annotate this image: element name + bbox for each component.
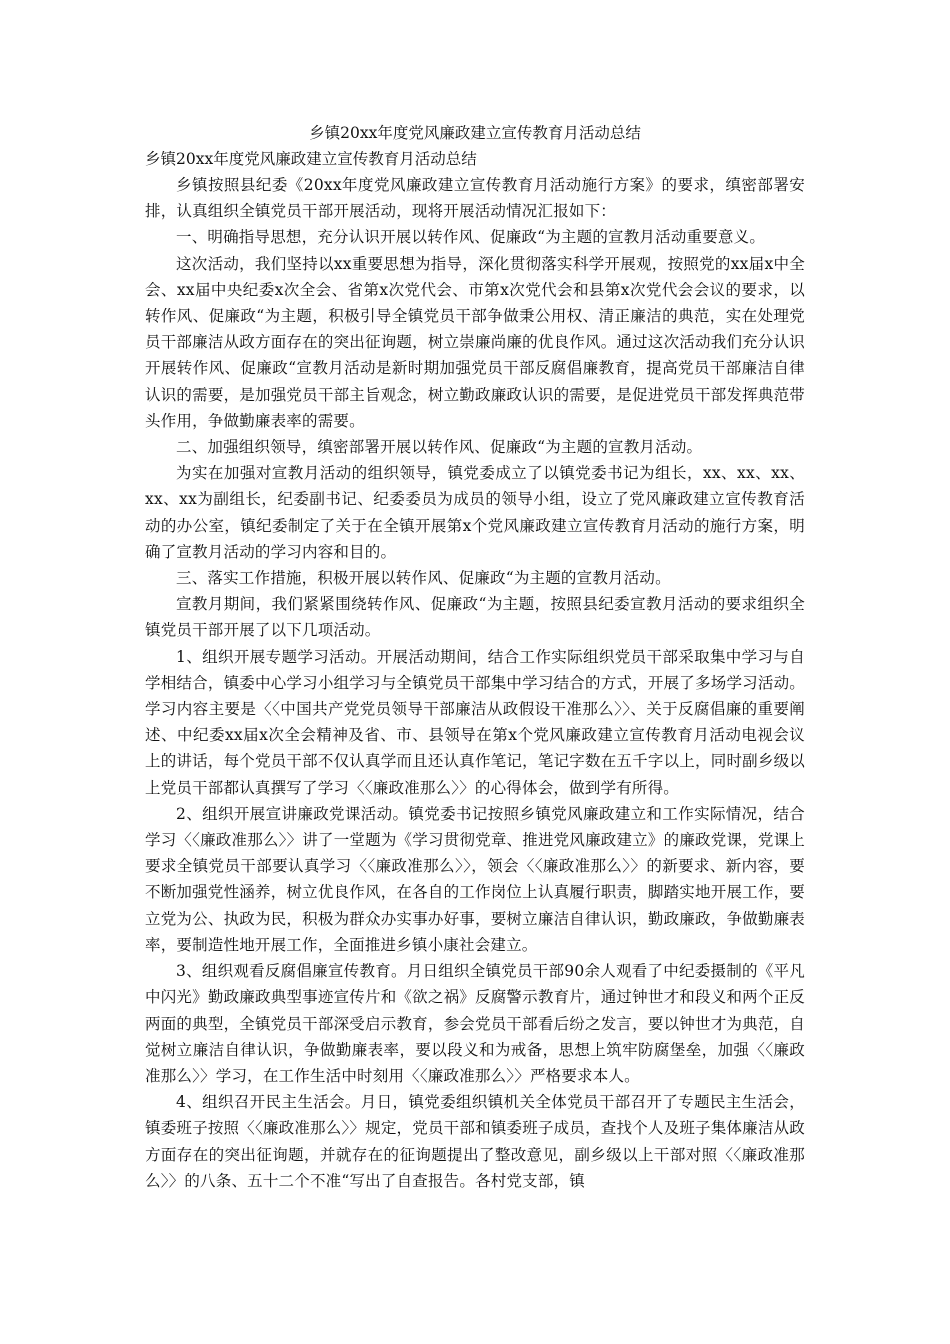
paragraph-item-4: 4、组织召开民主生活会。月日，镇党委组织镇机关全体党员干部召开了专题民主生活会，镇委班子按照〈〈廉政准那么〉〉规定，党员干部和镇委班子成员，查找个人及班子集体廉洁从政方面存在的突出征询题，并就存在的征询题提出了整改意见，副乡级以上干部对照〈〈廉政准那么〉〉的八条、五十二个不准“写出了自查报告。各村党支部，镇 <box>145 1093 805 1190</box>
section-heading-1: 一、明确指导思想，充分认识开展以转作风、促廉政“为主题的宣教月活动重要意义。 <box>176 228 766 247</box>
paragraph-item-3: 3、组织观看反腐倡廉宣传教育。月日组织全镇党员干部90余人观看了中纪委摄制的《平凡中闪光》勤政廉政典型事迹宣传片和《欲之祸》反腐警示教育片，通过钟世才和段义和两个正反两面的典型，全镇党员干部深受启示教育，参会党员干部看后纷之发言，要以钟世才为典范，自觉树立廉洁自律认识，争做勤廉表率，要以段义和为戒备，思想上筑牢防腐堡垒，加强〈〈廉政准那么〉〉学习，在工作生活中时刻用〈〈廉政准那么〉〉严格要求本人。 <box>145 962 805 1085</box>
document-page <box>145 120 805 1194</box>
paragraph-section-1: 这次活动，我们坚持以xx重要思想为指导，深化贯彻落实科学开展观，按照党的xx届x中全会、xx届中央纪委x次全会、省第x次党代会、市第x次党代会和县第x次党代会会议的要求，以转作风、促廉政“为主题，积极引导全镇党员干部争做秉公用权、清正廉洁的典范，实在处理党员干部廉洁从政方面存在的突出征询题，树立崇廉尚廉的优良作风。通过这次活动我们充分认识开展转作风、促廉政“宣教月活动是新时期加强党员干部反腐倡廉教育，提高党员干部廉洁自律认识的需要，是加强党员干部主旨观念，树立勤政廉政认识的需要，是促进党员干部发挥典范带头作用，争做勤廉表率的需要。 <box>145 254 805 430</box>
document-subtitle: 乡镇20xx年度党风廉政建立宣传教育月活动总结 <box>145 150 477 168</box>
paragraph-item-1: 1、组织开展专题学习活动。开展活动期间，结合工作实际组织党员干部采取集中学习与自学相结合，镇委中心学习小组学习与全镇党员干部集中学习结合的方式，开展了多场学习活动。学习内容主要是〈〈中国共产党党员领导干部廉洁从政假设干准那么〉〉、关于反腐倡廉的重要阐述、中纪委xx届x次全会精神及省、市、县领导在第x个党风廉政建立宣传教育月活动电视会议上的讲话，每个党员干部不仅认真学而且还认真作笔记，笔记字数在五千字以上，同时副乡级以上党员干部都认真撰写了学习〈〈廉政准那么〉〉的心得体会，做到学有所得。 <box>145 647 805 797</box>
section-heading-2: 二、加强组织领导，缜密部署开展以转作风、促廉政“为主题的宣教月活动。 <box>176 438 703 457</box>
section-heading-3: 三、落实工作措施，积极开展以转作风、促廉政“为主题的宣教月活动。 <box>176 569 671 588</box>
paragraph-item-2: 2、组织开展宣讲廉政党课活动。镇党委书记按照乡镇党风廉政建立和工作实际情况，结合学习〈〈廉政准那么〉〉讲了一堂题为《学习贯彻党章、推进党风廉政建立》的廉政党课，党课上要求全镇党员干部要认真学习〈〈廉政准那么〉〉，领会〈〈廉政准那么〉〉的新要求、新内容，要不断加强党性涵养，树立优良作风，在各自的工作岗位上认真履行职责，脚踏实地开展工作，要立党为公、执政为民，积极为群众办实事办好事，要树立廉洁自律认识，勤政廉政，争做勤廉表率，要制造性地开展工作，全面推进乡镇小康社会建立。 <box>145 804 805 954</box>
paragraph-section-3: 宣教月期间，我们紧紧围绕转作风、促廉政“为主题，按照县纪委宣教月活动的要求组织全镇党员干部开展了以下几项活动。 <box>145 595 805 640</box>
paragraph-intro: 乡镇按照县纪委《20xx年度党风廉政建立宣传教育月活动施行方案》的要求，缜密部署安排，认真组织全镇党员干部开展活动，现将开展活动情况汇报如下： <box>145 176 805 221</box>
paragraph-section-2: 为实在加强对宣教月活动的组织领导，镇党委成立了以镇党委书记为组长，xx、xx、xx、xx、xx为副组长，纪委副书记、纪委委员为成员的领导小组，设立了党风廉政建立宣传教育活动的办公室，镇纪委制定了关于在全镇开展第x个党风廉政建立宣传教育月活动的施行方案，明确了宣教月活动的学习内容和目的。 <box>145 464 805 561</box>
document-title: 乡镇20xx年度党风廉政建立宣传教育月活动总结 <box>309 124 641 142</box>
